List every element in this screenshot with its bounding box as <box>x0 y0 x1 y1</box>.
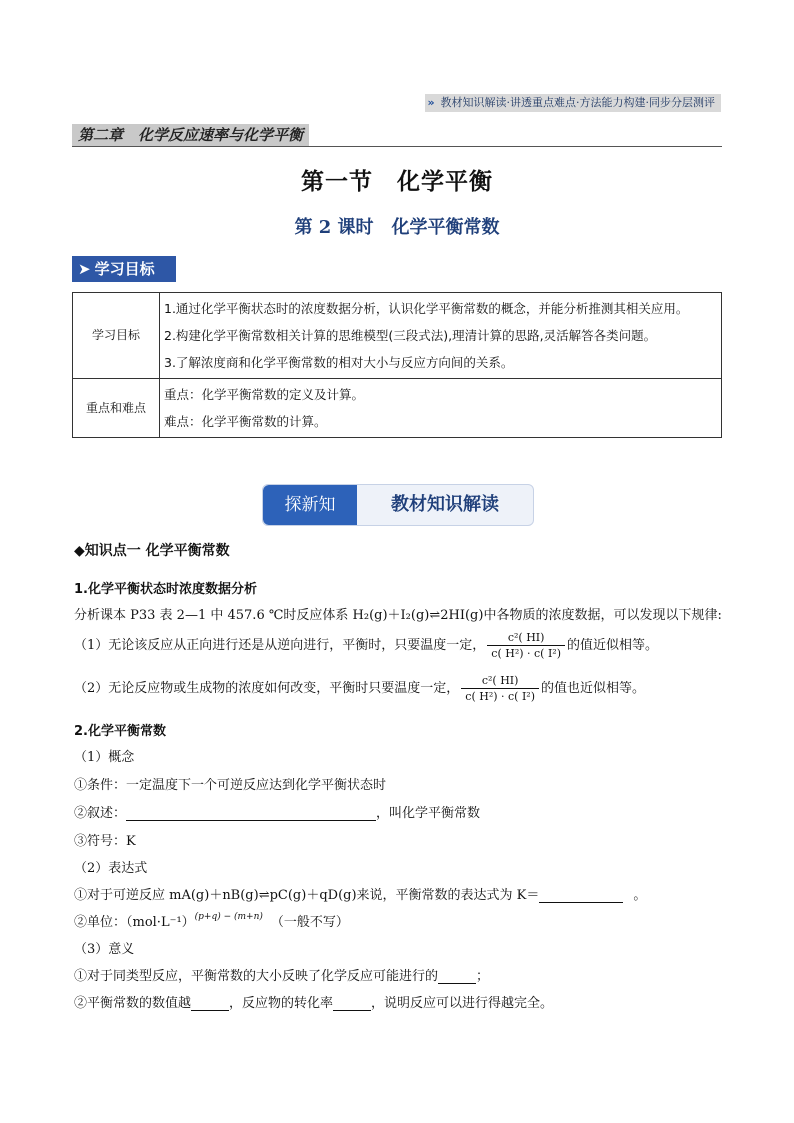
unit-exponent: (p+q) − (m+n) <box>194 912 263 922</box>
objectives-heading <box>72 256 176 282</box>
objective-item: 2.构建化学平衡常数相关计算的思维模型(三段式法),理清计算的思路,灵活解答各类问题。 <box>164 328 657 343</box>
narrative-blank[interactable] <box>126 806 376 821</box>
objective-item: 3.了解浓度商和化学平衡常数的相对大小与反应方向间的关系。 <box>164 355 514 370</box>
expression-blank[interactable] <box>539 888 623 903</box>
fraction-denominator: c( H²) · c( I²) <box>491 647 562 660</box>
meaning1-line <box>74 965 489 984</box>
narrative-post: ，叫化学平衡常数 <box>376 806 481 821</box>
part2-heading: 2.化学平衡常数 <box>74 724 166 739</box>
rule1-post: 的值近似相等。 <box>567 638 659 653</box>
rule1-pre: （1）无论该反应从正向进行还是从逆向进行，平衡时，只要温度一定， <box>74 638 486 653</box>
banner-text: 教材知识解读·讲透重点难点·方法能力构建·同步分层测评 <box>440 96 715 109</box>
condition-line: ①条件：一定温度下一个可逆反应达到化学平衡状态时 <box>74 778 387 793</box>
part1-intro: 分析课本 P33 表 2—1 中 457.6 ℃时反应体系 H₂(g)＋I₂(g)⇌2HI(g)中各物质的浓度数据，可以发现以下规律: <box>74 608 722 623</box>
meaning-label: （3）意义 <box>74 942 135 957</box>
row-label: 学习目标 <box>73 293 160 379</box>
rule2-line <box>74 673 645 704</box>
ratio-fraction <box>487 630 565 661</box>
meaning2-a: ②平衡常数的数值越 <box>74 996 192 1011</box>
section-title: 第一节 化学平衡 <box>301 168 493 195</box>
unit-line <box>74 911 349 930</box>
meaning2-b: ，反应物的转化率 <box>229 996 334 1011</box>
meaning2-c: ，说明反应可以进行得越完全。 <box>371 996 554 1011</box>
ratio-fraction <box>461 673 539 704</box>
objective-item: 难点：化学平衡常数的计算。 <box>164 414 327 429</box>
symbol-line: ③符号：K <box>74 834 136 849</box>
expression-line <box>74 884 646 903</box>
expression-post: 。 <box>633 888 647 903</box>
fraction-denominator: c( H²) · c( I²) <box>465 690 536 703</box>
double-chevron-icon: » <box>427 96 435 109</box>
lesson-title: 第 2 课时 化学平衡常数 <box>294 217 500 238</box>
meaning1-pre: ①对于同类型反应，平衡常数的大小反映了化学反应可能进行的 <box>74 969 439 984</box>
pill-left-label: 探新知 <box>263 485 357 525</box>
expression-label: （2）表达式 <box>74 861 148 876</box>
meaning1-post: ； <box>476 969 490 984</box>
narrative-line <box>74 802 480 821</box>
rule2-pre: （2）无论反应物或生成物的浓度如何改变，平衡时只要温度一定， <box>74 681 460 696</box>
part1-heading: 1.化学平衡状态时浓度数据分析 <box>74 582 257 597</box>
row-label: 重点和难点 <box>73 379 160 438</box>
row-content <box>160 379 722 438</box>
objective-item: 1.通过化学平衡状态时的浓度数据分析，认识化学平衡常数的概念，并能分析推测其相关应用。 <box>164 301 689 316</box>
knowledge-point-title: ◆知识点一 化学平衡常数 <box>74 543 230 559</box>
meaning2-blank-1[interactable] <box>191 996 229 1011</box>
section-pill <box>262 484 534 526</box>
header-banner <box>425 94 722 112</box>
fraction-numerator: c²( HI) <box>487 630 565 646</box>
objectives-table <box>72 292 722 438</box>
row-content <box>160 293 722 379</box>
meaning2-line <box>74 992 553 1011</box>
objective-item: 重点：化学平衡常数的定义及计算。 <box>164 387 365 402</box>
table-row <box>73 379 722 438</box>
meaning2-blank-2[interactable] <box>333 996 371 1011</box>
chapter-bar <box>72 124 722 147</box>
unit-pre: ②单位：（mol·L⁻¹） <box>74 915 195 930</box>
rule1-line <box>74 630 658 661</box>
arrow-right-icon: ➤ <box>78 260 91 278</box>
expression-pre: ①对于可逆反应 mA(g)＋nB(g)⇌pC(g)＋qD(g)来说，平衡常数的表达式为 K＝ <box>74 888 540 903</box>
concept-label: （1）概念 <box>74 750 135 765</box>
pill-right-label: 教材知识解读 <box>391 494 499 515</box>
unit-post: （一般不写） <box>270 915 349 930</box>
rule2-post: 的值也近似相等。 <box>541 681 646 696</box>
narrative-pre: ②叙述： <box>74 806 127 821</box>
table-row <box>73 293 722 379</box>
chapter-title: 第二章 化学反应速率与化学平衡 <box>72 124 309 146</box>
objectives-heading-label: 学习目标 <box>94 260 155 278</box>
fraction-numerator: c²( HI) <box>461 673 539 689</box>
meaning1-blank[interactable] <box>438 969 476 984</box>
